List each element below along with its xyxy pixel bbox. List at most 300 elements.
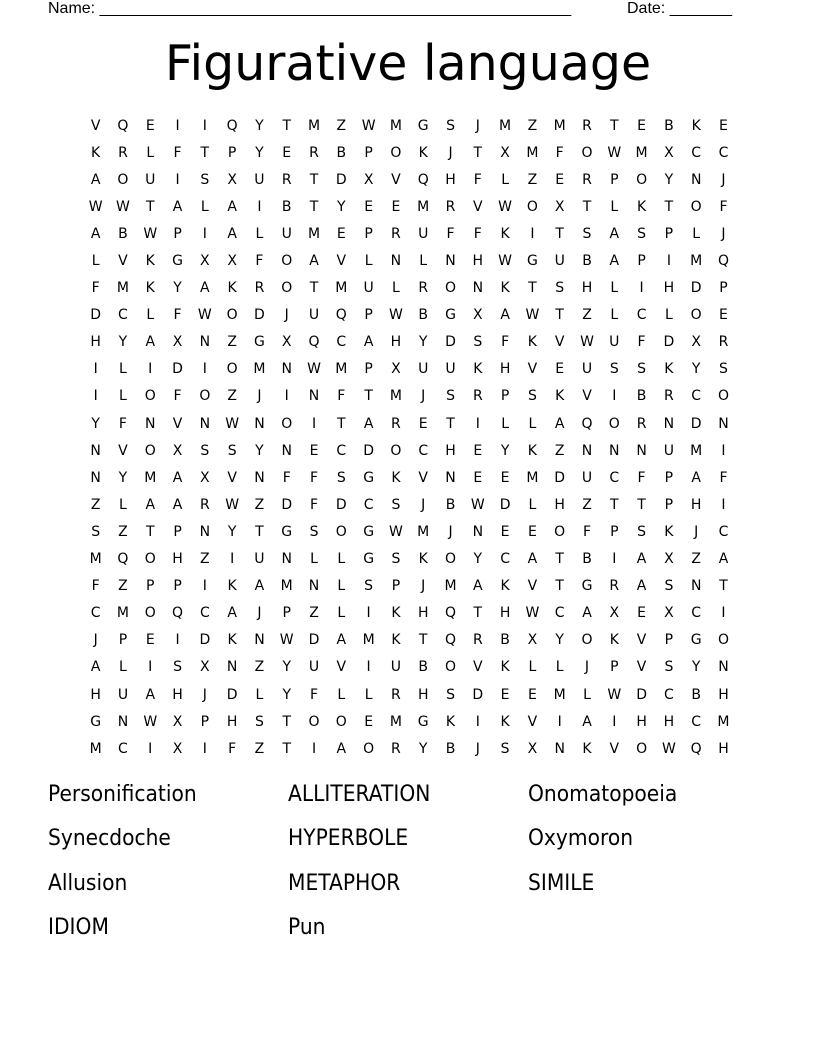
grid-letter[interactable]: Z: [254, 659, 265, 676]
grid-letter[interactable]: V: [336, 659, 347, 676]
grid-letter[interactable]: Y: [118, 334, 128, 351]
grid-letter[interactable]: A: [227, 605, 237, 622]
grid-letter[interactable]: C: [336, 442, 347, 459]
grid-letter[interactable]: N: [226, 659, 238, 676]
grid-letter[interactable]: E: [500, 523, 510, 540]
grid-letter[interactable]: Z: [254, 740, 265, 757]
grid-letter[interactable]: X: [172, 334, 183, 351]
grid-letter[interactable]: D: [226, 686, 238, 703]
grid-letter[interactable]: V: [582, 388, 592, 405]
grid-letter[interactable]: D: [690, 415, 702, 432]
grid-letter[interactable]: E: [637, 117, 647, 134]
grid-letter[interactable]: R: [391, 415, 401, 432]
grid-letter[interactable]: I: [230, 551, 235, 568]
grid-letter[interactable]: Y: [255, 117, 264, 134]
grid-letter[interactable]: W: [88, 198, 103, 215]
grid-letter[interactable]: F: [555, 144, 564, 161]
grid-letter[interactable]: T: [282, 117, 291, 134]
grid-letter[interactable]: T: [364, 388, 373, 405]
grid-letter[interactable]: X: [554, 198, 565, 215]
grid-letter[interactable]: Z: [309, 605, 319, 622]
grid-letter[interactable]: R: [281, 171, 292, 188]
grid-letter[interactable]: T: [145, 198, 155, 215]
grid-letter[interactable]: E: [637, 605, 647, 622]
grid-letter[interactable]: A: [145, 686, 156, 703]
grid-letter[interactable]: I: [93, 388, 98, 405]
grid-letter[interactable]: S: [637, 523, 647, 540]
grid-letter[interactable]: X: [200, 253, 210, 270]
grid-letter[interactable]: T: [309, 198, 319, 215]
grid-letter[interactable]: K: [91, 144, 101, 161]
grid-letter[interactable]: U: [418, 361, 429, 378]
grid-letter[interactable]: N: [254, 415, 265, 432]
grid-letter[interactable]: M: [89, 740, 102, 757]
grid-letter[interactable]: N: [117, 713, 129, 730]
grid-letter[interactable]: B: [445, 740, 456, 757]
grid-letter[interactable]: I: [202, 361, 207, 378]
grid-letter[interactable]: H: [390, 334, 402, 351]
grid-letter[interactable]: S: [664, 578, 674, 595]
grid-letter[interactable]: X: [200, 469, 210, 486]
grid-letter[interactable]: A: [609, 253, 620, 270]
grid-letter[interactable]: Z: [118, 578, 128, 595]
grid-letter[interactable]: L: [664, 307, 673, 324]
grid-letter[interactable]: Q: [417, 171, 429, 188]
grid-letter[interactable]: H: [499, 361, 511, 378]
grid-letter[interactable]: D: [281, 496, 293, 513]
grid-letter[interactable]: A: [609, 225, 620, 242]
grid-letter[interactable]: K: [664, 361, 674, 378]
grid-letter[interactable]: O: [690, 307, 702, 324]
grid-letter[interactable]: X: [227, 253, 237, 270]
grid-letter[interactable]: M: [335, 361, 348, 378]
grid-letter[interactable]: U: [445, 361, 456, 378]
grid-letter[interactable]: U: [308, 659, 320, 676]
grid-letter[interactable]: T: [337, 415, 346, 432]
grid-letter[interactable]: Z: [527, 117, 538, 134]
grid-letter[interactable]: M: [417, 198, 430, 215]
grid-letter[interactable]: O: [390, 144, 402, 161]
grid-letter[interactable]: I: [721, 442, 726, 459]
grid-letter[interactable]: G: [526, 253, 538, 270]
grid-letter[interactable]: A: [363, 334, 374, 351]
grid-letter[interactable]: L: [91, 253, 100, 270]
grid-letter[interactable]: L: [692, 225, 701, 242]
grid-letter[interactable]: L: [610, 307, 619, 324]
grid-letter[interactable]: I: [257, 198, 262, 215]
grid-letter[interactable]: G: [90, 713, 102, 730]
grid-letter[interactable]: E: [336, 225, 346, 242]
grid-letter[interactable]: C: [691, 144, 702, 161]
grid-letter[interactable]: V: [90, 117, 101, 134]
grid-letter[interactable]: A: [691, 469, 701, 486]
grid-letter[interactable]: K: [500, 280, 510, 297]
grid-letter[interactable]: R: [636, 415, 647, 432]
grid-letter[interactable]: W: [307, 361, 321, 378]
grid-letter[interactable]: E: [527, 686, 537, 703]
grid-letter[interactable]: I: [175, 632, 180, 649]
grid-letter[interactable]: Z: [582, 496, 592, 513]
grid-letter[interactable]: P: [173, 225, 182, 242]
grid-letter[interactable]: B: [500, 632, 510, 649]
grid-letter[interactable]: L: [337, 686, 346, 703]
grid-letter[interactable]: M: [307, 117, 321, 134]
grid-letter[interactable]: Q: [308, 334, 320, 351]
grid-letter[interactable]: M: [553, 117, 566, 134]
grid-letter[interactable]: O: [636, 740, 648, 757]
grid-letter[interactable]: P: [664, 496, 674, 513]
grid-letter[interactable]: N: [472, 523, 484, 540]
grid-letter[interactable]: S: [200, 442, 210, 459]
grid-letter[interactable]: M: [389, 713, 402, 730]
grid-letter[interactable]: E: [527, 523, 537, 540]
grid-letter[interactable]: P: [664, 632, 674, 649]
grid-letter[interactable]: U: [390, 659, 402, 676]
grid-letter[interactable]: W: [607, 144, 622, 161]
grid-letter[interactable]: A: [90, 659, 101, 676]
grid-letter[interactable]: M: [417, 523, 430, 540]
grid-letter[interactable]: M: [526, 144, 539, 161]
grid-letter[interactable]: E: [418, 415, 428, 432]
grid-letter[interactable]: K: [145, 280, 155, 297]
grid-letter[interactable]: O: [281, 415, 293, 432]
grid-letter[interactable]: G: [581, 578, 593, 595]
grid-letter[interactable]: I: [148, 740, 153, 757]
grid-letter[interactable]: X: [363, 171, 374, 188]
grid-letter[interactable]: S: [664, 659, 674, 676]
grid-letter[interactable]: X: [281, 334, 292, 351]
grid-letter[interactable]: D: [172, 361, 183, 378]
grid-letter[interactable]: N: [554, 740, 565, 757]
grid-letter[interactable]: F: [282, 469, 291, 486]
grid-letter[interactable]: R: [472, 632, 483, 649]
grid-letter[interactable]: I: [175, 171, 180, 188]
grid-letter[interactable]: E: [500, 469, 510, 486]
grid-letter[interactable]: V: [527, 361, 538, 378]
grid-letter[interactable]: T: [473, 144, 483, 161]
grid-letter[interactable]: H: [718, 686, 729, 703]
grid-letter[interactable]: U: [308, 307, 320, 324]
grid-letter[interactable]: L: [419, 253, 428, 270]
grid-letter[interactable]: H: [690, 496, 702, 513]
grid-letter[interactable]: D: [363, 442, 374, 459]
grid-letter[interactable]: Y: [255, 144, 264, 161]
grid-letter[interactable]: V: [554, 334, 565, 351]
grid-letter[interactable]: Q: [117, 117, 129, 134]
grid-letter[interactable]: L: [610, 280, 619, 297]
grid-letter[interactable]: T: [145, 523, 155, 540]
grid-letter[interactable]: K: [227, 632, 237, 649]
grid-letter[interactable]: J: [93, 632, 98, 649]
grid-letter[interactable]: O: [717, 632, 729, 649]
grid-letter[interactable]: B: [118, 225, 128, 242]
grid-letter[interactable]: S: [336, 469, 346, 486]
grid-letter[interactable]: Y: [418, 740, 428, 757]
grid-letter[interactable]: S: [391, 551, 401, 568]
grid-letter[interactable]: A: [172, 496, 183, 513]
grid-letter[interactable]: R: [718, 334, 729, 351]
grid-letter[interactable]: C: [500, 551, 510, 568]
grid-letter[interactable]: N: [199, 334, 211, 351]
grid-letter[interactable]: H: [445, 171, 456, 188]
grid-letter[interactable]: E: [364, 198, 374, 215]
grid-letter[interactable]: L: [364, 686, 373, 703]
grid-letter[interactable]: G: [363, 469, 375, 486]
grid-letter[interactable]: Y: [173, 280, 182, 297]
grid-letter[interactable]: M: [499, 117, 512, 134]
grid-letter[interactable]: D: [335, 496, 347, 513]
grid-letter[interactable]: N: [254, 632, 265, 649]
grid-letter[interactable]: O: [281, 280, 293, 297]
grid-letter[interactable]: I: [639, 280, 644, 297]
grid-letter[interactable]: F: [637, 334, 646, 351]
grid-letter[interactable]: M: [253, 361, 266, 378]
grid-letter[interactable]: K: [227, 280, 237, 297]
grid-letter[interactable]: S: [527, 388, 537, 405]
grid-letter[interactable]: K: [500, 225, 510, 242]
grid-letter[interactable]: W: [116, 198, 130, 215]
grid-letter[interactable]: P: [637, 253, 646, 270]
grid-letter[interactable]: I: [148, 361, 153, 378]
grid-letter[interactable]: C: [691, 713, 702, 730]
grid-letter[interactable]: Y: [227, 523, 237, 540]
grid-letter[interactable]: P: [610, 171, 619, 188]
grid-letter[interactable]: I: [612, 713, 617, 730]
grid-letter[interactable]: V: [172, 415, 183, 432]
grid-letter[interactable]: F: [91, 578, 100, 595]
grid-letter[interactable]: B: [582, 551, 592, 568]
grid-letter[interactable]: V: [473, 198, 483, 215]
grid-letter[interactable]: J: [448, 523, 453, 540]
grid-letter[interactable]: D: [663, 334, 675, 351]
grid-letter[interactable]: U: [581, 469, 593, 486]
grid-letter[interactable]: A: [500, 307, 510, 324]
grid-letter[interactable]: T: [309, 171, 319, 188]
grid-letter[interactable]: K: [391, 632, 401, 649]
grid-letter[interactable]: S: [364, 578, 374, 595]
grid-letter[interactable]: A: [582, 605, 592, 622]
grid-letter[interactable]: F: [473, 171, 482, 188]
grid-letter[interactable]: W: [197, 307, 212, 324]
grid-letter[interactable]: S: [391, 496, 401, 513]
grid-letter[interactable]: L: [364, 253, 373, 270]
grid-letter[interactable]: L: [583, 686, 591, 703]
grid-letter[interactable]: X: [200, 659, 210, 676]
grid-letter[interactable]: U: [254, 171, 265, 188]
grid-letter[interactable]: G: [417, 117, 429, 134]
grid-letter[interactable]: L: [200, 198, 209, 215]
grid-letter[interactable]: E: [145, 117, 155, 134]
grid-letter[interactable]: L: [255, 225, 264, 242]
grid-letter[interactable]: U: [418, 225, 429, 242]
grid-letter[interactable]: L: [119, 361, 127, 378]
grid-letter[interactable]: Y: [555, 632, 564, 649]
grid-letter[interactable]: V: [418, 469, 428, 486]
grid-letter[interactable]: B: [664, 117, 674, 134]
grid-letter[interactable]: E: [145, 632, 155, 649]
grid-letter[interactable]: A: [145, 334, 156, 351]
grid-letter[interactable]: F: [719, 198, 728, 215]
grid-letter[interactable]: I: [557, 713, 562, 730]
grid-letter[interactable]: K: [473, 361, 483, 378]
grid-letter[interactable]: S: [637, 361, 647, 378]
grid-letter[interactable]: L: [146, 144, 155, 161]
grid-letter[interactable]: Q: [444, 632, 457, 649]
grid-letter[interactable]: B: [636, 388, 647, 405]
grid-letter[interactable]: X: [664, 605, 674, 622]
grid-letter[interactable]: O: [444, 280, 457, 297]
grid-letter[interactable]: X: [609, 605, 620, 622]
grid-letter[interactable]: B: [336, 144, 347, 161]
grid-letter[interactable]: N: [281, 551, 292, 568]
grid-letter[interactable]: M: [307, 225, 321, 242]
grid-letter[interactable]: P: [664, 469, 674, 486]
grid-letter[interactable]: N: [690, 171, 702, 188]
grid-letter[interactable]: M: [690, 253, 703, 270]
grid-letter[interactable]: C: [718, 523, 729, 540]
grid-letter[interactable]: L: [528, 496, 537, 513]
grid-letter[interactable]: T: [528, 280, 537, 297]
grid-letter[interactable]: W: [388, 523, 403, 540]
grid-letter[interactable]: D: [445, 334, 456, 351]
grid-letter[interactable]: N: [308, 388, 320, 405]
grid-letter[interactable]: R: [118, 144, 128, 161]
grid-letter[interactable]: M: [553, 686, 566, 703]
grid-letter[interactable]: S: [446, 686, 455, 703]
grid-letter[interactable]: I: [284, 388, 289, 405]
grid-letter[interactable]: C: [554, 605, 565, 622]
grid-letter[interactable]: N: [390, 253, 402, 270]
grid-letter[interactable]: G: [172, 253, 183, 270]
grid-letter[interactable]: H: [90, 334, 101, 351]
grid-letter[interactable]: F: [337, 388, 346, 405]
grid-letter[interactable]: N: [718, 415, 729, 432]
grid-letter[interactable]: I: [311, 740, 317, 757]
grid-letter[interactable]: N: [308, 578, 320, 595]
grid-letter[interactable]: N: [199, 415, 211, 432]
grid-letter[interactable]: A: [473, 578, 483, 595]
grid-letter[interactable]: U: [145, 171, 156, 188]
grid-letter[interactable]: M: [362, 632, 375, 649]
grid-letter[interactable]: T: [473, 605, 483, 622]
grid-letter[interactable]: N: [690, 578, 702, 595]
grid-letter[interactable]: Y: [418, 334, 428, 351]
grid-letter[interactable]: L: [528, 415, 537, 432]
grid-letter[interactable]: C: [663, 686, 674, 703]
grid-letter[interactable]: O: [144, 605, 156, 622]
grid-letter[interactable]: P: [173, 523, 182, 540]
grid-letter[interactable]: A: [227, 225, 237, 242]
grid-letter[interactable]: Q: [117, 551, 129, 568]
grid-letter[interactable]: X: [391, 361, 401, 378]
grid-letter[interactable]: K: [500, 659, 510, 676]
grid-letter[interactable]: J: [721, 171, 726, 188]
grid-letter[interactable]: Y: [282, 686, 291, 703]
grid-letter[interactable]: V: [118, 253, 128, 270]
grid-letter[interactable]: F: [173, 144, 182, 161]
grid-letter[interactable]: J: [475, 740, 480, 757]
grid-letter[interactable]: Z: [691, 551, 701, 568]
grid-letter[interactable]: I: [175, 117, 180, 134]
grid-letter[interactable]: Z: [200, 551, 210, 568]
grid-letter[interactable]: C: [90, 605, 101, 622]
grid-letter[interactable]: K: [445, 713, 456, 730]
grid-letter[interactable]: P: [391, 578, 401, 595]
grid-letter[interactable]: W: [607, 686, 622, 703]
grid-letter[interactable]: W: [143, 225, 158, 242]
grid-letter[interactable]: I: [475, 415, 480, 432]
grid-letter[interactable]: J: [448, 144, 453, 161]
grid-letter[interactable]: T: [282, 713, 291, 730]
grid-letter[interactable]: X: [527, 632, 538, 649]
grid-letter[interactable]: K: [391, 605, 401, 622]
grid-letter[interactable]: B: [281, 198, 292, 215]
grid-letter[interactable]: A: [718, 551, 729, 568]
grid-letter[interactable]: K: [582, 740, 592, 757]
grid-letter[interactable]: A: [636, 578, 647, 595]
grid-letter[interactable]: A: [172, 469, 183, 486]
grid-letter[interactable]: F: [173, 388, 182, 405]
grid-letter[interactable]: S: [719, 361, 728, 378]
grid-letter[interactable]: N: [636, 442, 647, 459]
grid-letter[interactable]: W: [498, 253, 513, 270]
grid-letter[interactable]: V: [227, 469, 237, 486]
grid-letter[interactable]: T: [282, 740, 291, 757]
grid-letter[interactable]: N: [281, 442, 292, 459]
grid-letter[interactable]: E: [473, 469, 483, 486]
grid-letter[interactable]: R: [199, 496, 210, 513]
grid-letter[interactable]: J: [421, 578, 426, 595]
grid-letter[interactable]: P: [146, 578, 155, 595]
grid-letter[interactable]: P: [610, 659, 619, 676]
grid-letter[interactable]: H: [417, 605, 429, 622]
grid-letter[interactable]: H: [663, 713, 675, 730]
grid-letter[interactable]: K: [145, 253, 155, 270]
grid-letter[interactable]: Q: [717, 253, 729, 270]
grid-letter[interactable]: P: [173, 578, 182, 595]
grid-letter[interactable]: I: [311, 415, 317, 432]
grid-letter[interactable]: X: [172, 713, 183, 730]
grid-letter[interactable]: F: [118, 415, 127, 432]
grid-letter[interactable]: L: [119, 496, 127, 513]
grid-letter[interactable]: Y: [282, 659, 291, 676]
grid-letter[interactable]: M: [526, 469, 539, 486]
grid-letter[interactable]: H: [226, 713, 238, 730]
grid-letter[interactable]: R: [582, 171, 592, 188]
grid-letter[interactable]: J: [721, 225, 726, 242]
grid-letter[interactable]: T: [637, 496, 646, 513]
grid-letter[interactable]: L: [392, 280, 400, 297]
grid-letter[interactable]: V: [391, 171, 401, 188]
grid-letter[interactable]: T: [555, 307, 564, 324]
grid-letter[interactable]: W: [143, 713, 158, 730]
grid-letter[interactable]: Z: [554, 442, 565, 459]
grid-letter[interactable]: W: [580, 334, 594, 351]
grid-letter[interactable]: S: [473, 334, 483, 351]
grid-letter[interactable]: A: [200, 280, 210, 297]
grid-letter[interactable]: E: [364, 713, 374, 730]
grid-letter[interactable]: D: [636, 686, 647, 703]
grid-letter[interactable]: D: [335, 171, 347, 188]
grid-letter[interactable]: R: [582, 117, 592, 134]
grid-letter[interactable]: O: [144, 442, 156, 459]
grid-letter[interactable]: O: [199, 388, 211, 405]
grid-letter[interactable]: B: [582, 253, 592, 270]
grid-letter[interactable]: P: [227, 144, 237, 161]
grid-letter[interactable]: M: [717, 713, 730, 730]
grid-letter[interactable]: G: [254, 334, 265, 351]
grid-letter[interactable]: C: [363, 496, 374, 513]
